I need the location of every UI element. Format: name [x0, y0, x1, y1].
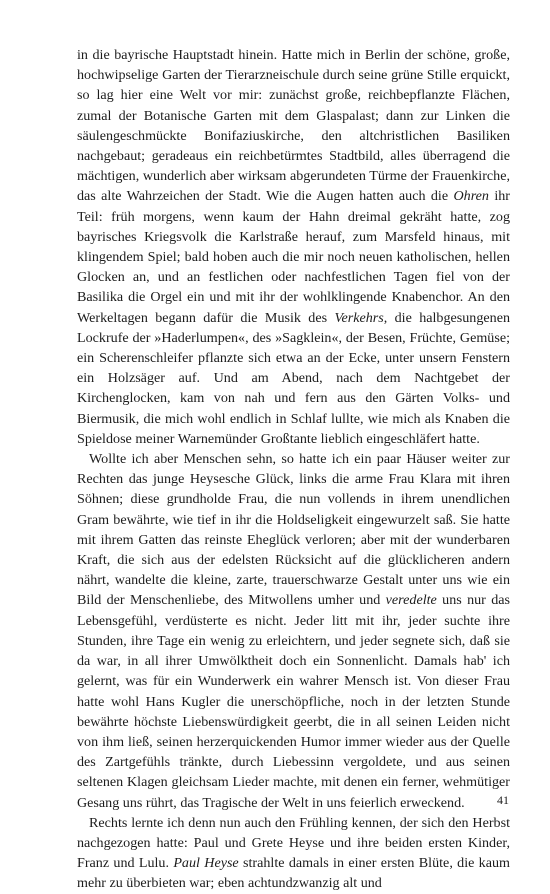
italic-text: Ohren: [453, 188, 489, 205]
body-text: [77, 45, 510, 894]
paragraph: [77, 813, 510, 894]
page-number: 41: [497, 793, 509, 807]
italic-text: veredelte: [385, 592, 437, 609]
text-run: strahlte damals in einer ersten Blüte, die kaum mehr zu überbieten war; eben achtundzwanzig alt und: [77, 855, 510, 892]
text-run: in die bayrische Hauptstadt hinein. Hatte mich in Berlin der schöne, große, hochwipselige Garten der Tierarzneischule durch seine grüne Stille erquickt, so lag hier eine Welt vor mir: zunächst große, reichbepflanzte Flächen, zumal der Botanische Garten mit dem Glaspalast; dann zur Linken die säulengeschmückte Bonifaziuskirche, den altchristlichen Basiliken nachgebaut; geradeaus ein reichbetürmtes Stadtbild, alles überragend die mächtigen, wunderlich aber wirksam abgerundeten Türme der Frauenkirche, das alte Wahrzeichen der Stadt. Wie die Augen hatten auch die: [77, 47, 510, 205]
text-run: Rechts lernte ich denn nun auch den Frühling kennen, der sich den Herbst nachgezogen hatte: Paul und Grete Heyse und ihre beiden ersten Kinder, Franz und Lulu.: [77, 814, 510, 872]
text-run: uns nur das Lebensgefühl, verdüsterte es nicht. Jeder litt mit ihr, jeder suchte ihre Stunden, ihre Tage ein wenig zu erleichtern, und jeder segnete sich, daß sie da war, in all ihrer Umwölktheit doch ein Sonnenlicht. Damals hab' ich gelernt, was für ein Wunderwerk ein wahrer Mensch ist. Von dieser Frau hatte wohl Hans Kugler die unerschöpfliche, noch in der letzten Stunde bewährte höchste Liebenswürdigkeit geerbt, die in all seinen Leiden nicht von ihm ließ, seinen herzerquickenden Humor immer wieder aus der Quelle des Zartgefühls tränkte, durch Liebessinn vergoldete, und aus seinen seltenen Klagen gleichsam Lieder machte, mit denen ein ferner, wehmütiger Gesang uns rührt, das Tragische der Welt in uns feierlich erweckend.: [77, 592, 510, 811]
italic-text: Verkehrs: [334, 309, 384, 326]
paragraph: [77, 45, 510, 449]
text-run: ihr Teil: früh morgens, wenn kaum der Hahn dreimal gekräht hatte, zog bayrisches Kriegsvolk die Karlstraße herauf, zum Marsfeld hinaus, mit klingendem Spiel; bald hoben auch die mir noch neuen katholischen, hellen Glocken an, und an festlichen oder nachfestlichen Tagen fiel von der Basilika die Orgel ein und mit ihr der wohlklingende Knabenchor. An den Werkeltagen begann dafür die Musik des: [77, 188, 510, 326]
text-run: Wollte ich aber Menschen sehn, so hatte ich ein paar Häuser weiter zur Rechten das junge Heysesche Glück, links die arme Frau Klara mit ihren Söhnen; diese grundholde Frau, die nun vollends in ihrem unendlichen Gram bewährte, wie tief in ihr die Holdseligkeit eingewurzelt saß. Sie hatte mit ihrem Gatten das reinste Eheglück verloren; aber mit der wunderbaren Kraft, die sich aus der edelsten Rücksicht auf die glücklicheren andern nährt, wandelte die kleine, zarte, trauerschwarze Gestalt unter uns wie ein Bild der Menschenliebe, des Mitwollens umher und: [77, 451, 510, 609]
text-run: , die halbgesungenen Lockrufe der »Haderlumpen«, des »Sagklein«, der Besen, Früchte, Gemüse; ein Scherenschleifer pflanzte sich etwa an der Ecke, unter unsern Fenstern ein Holzsäger auf. Und am Abend, nach dem Nachtgebet der Kirchenglocken, kam von nah und fern aus den Gärten Volks- und Biermusik, die mich wohl endlich in Schlaf lullte, wie mich als Knaben die Spieldose meiner Warnemünder Großtante lieblich eingeschläfert hatte.: [77, 309, 511, 447]
paragraph: [77, 449, 510, 813]
italic-text: Paul Heyse: [173, 855, 239, 872]
